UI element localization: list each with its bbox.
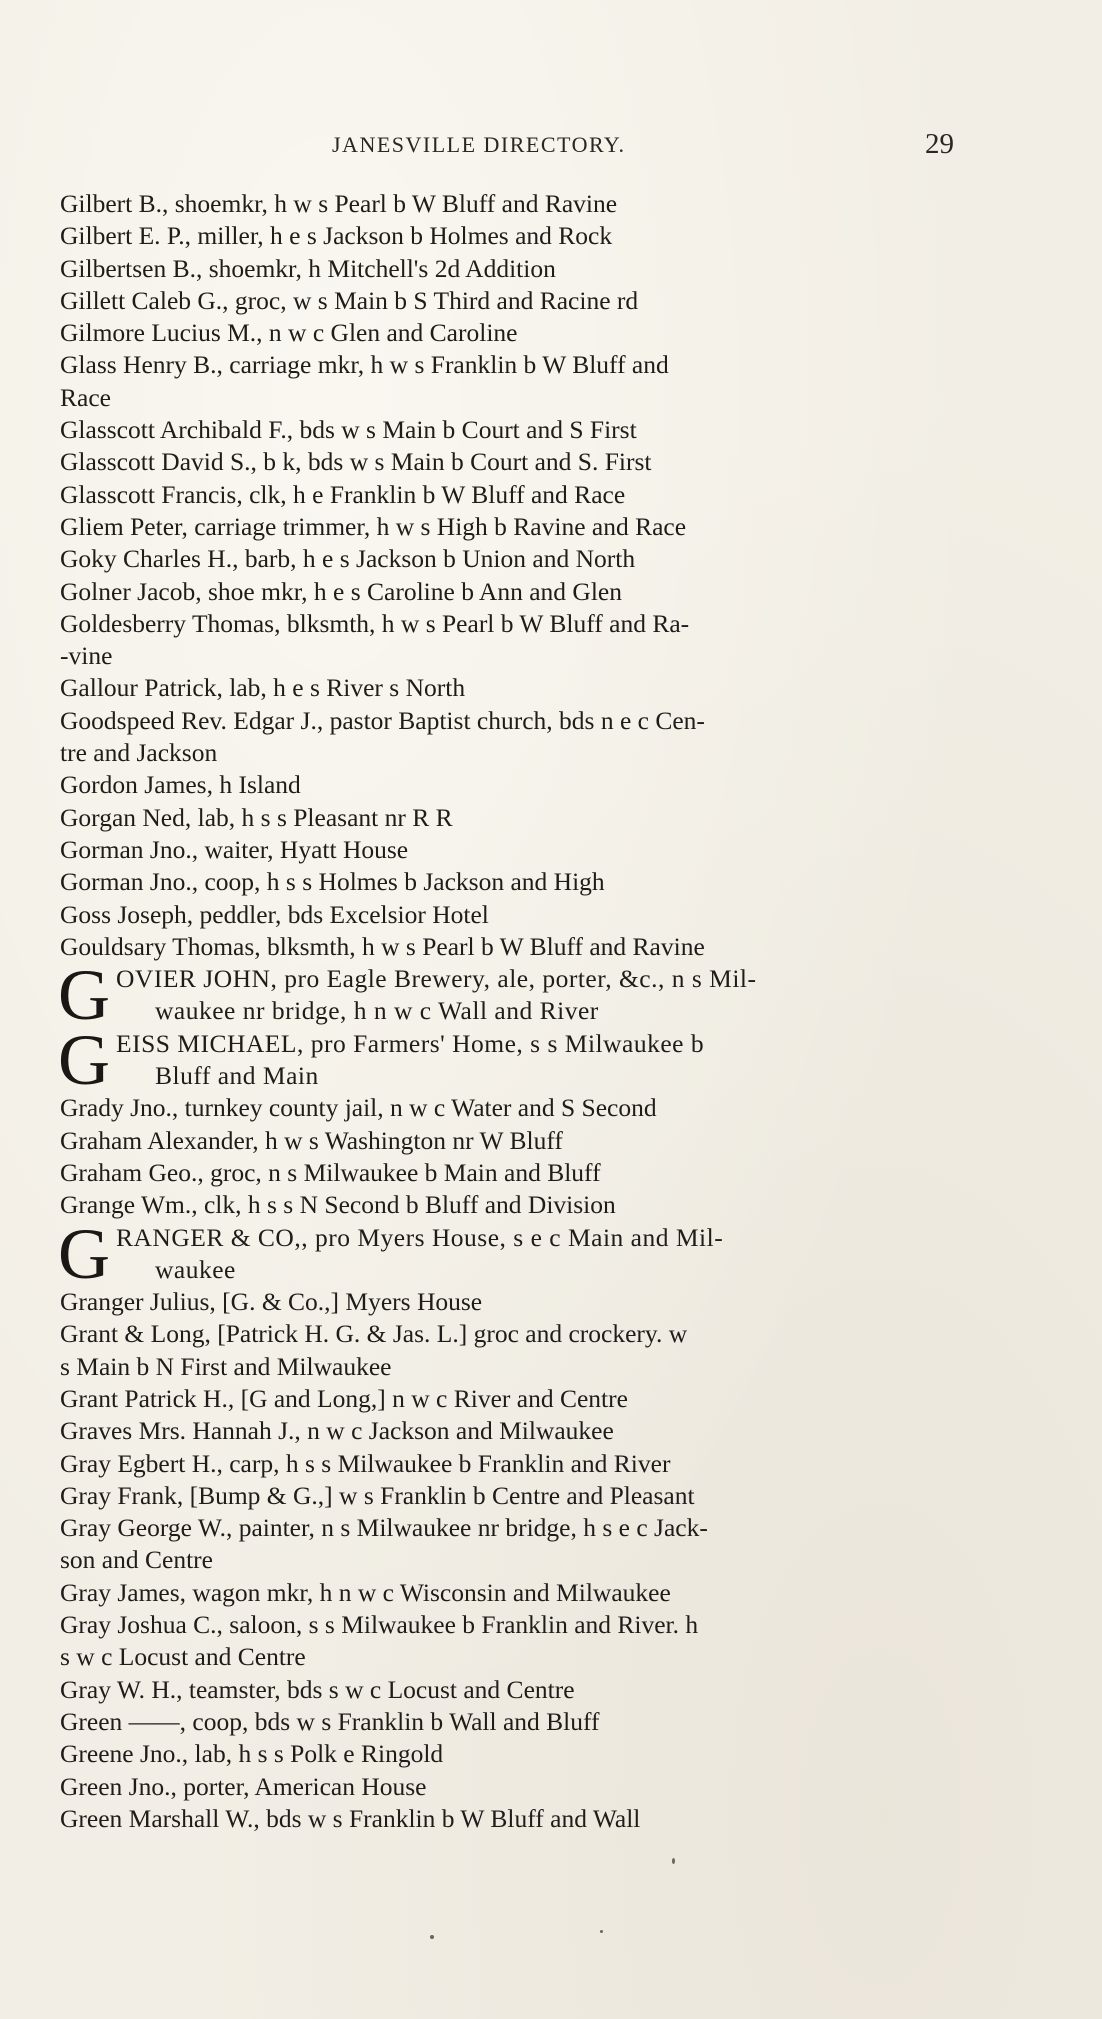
featured-line: RANGER & CO,, pro Myers House, s e c Main and Mil- [116, 1222, 724, 1252]
entry-continuation-line: s Main b N First and Milwaukee [60, 1351, 392, 1381]
directory-entry [60, 834, 970, 866]
directory-entry [60, 769, 970, 801]
entry-line: Gorgan Ned, lab, h s s Pleasant nr R R [60, 802, 453, 832]
directory-entry [60, 672, 970, 704]
directory-entry [60, 479, 970, 511]
entry-line: Gorman Jno., coop, h s s Holmes b Jackson and High [60, 867, 605, 897]
entry-line: Green Marshall W., bds w s Franklin b W Bluff and Wall [60, 1803, 641, 1833]
entry-line: Grant & Long, [Patrick H. G. & Jas. L.] groc and crockery. w [60, 1319, 688, 1349]
entry-line: Gorman Jno., waiter, Hyatt House [60, 834, 409, 864]
entry-line: Graham Geo., groc, n s Milwaukee b Main and Bluff [60, 1157, 601, 1187]
entry-line: Glasscott Francis, clk, h e Franklin b W Bluff and Race [60, 479, 626, 509]
drop-cap: G [58, 1213, 110, 1294]
entry-line: Graves Mrs. Hannah J., n w c Jackson and Milwaukee [60, 1416, 614, 1446]
directory-entry [60, 446, 970, 478]
directory-entry [60, 220, 970, 252]
directory-entry [60, 511, 970, 543]
directory-entry [60, 1738, 970, 1770]
entry-line: Green Jno., porter, American House [60, 1771, 427, 1801]
directory-entry [60, 1577, 970, 1609]
entry-continuation-line: s w c Locust and Centre [60, 1642, 306, 1672]
featured-entry-govier [58, 955, 970, 1036]
entry-line: Gallour Patrick, lab, h e s River s North [60, 673, 466, 703]
entry-line: Gilbert B., shoemkr, h w s Pearl b W Bluff and Ravine [60, 189, 618, 218]
directory-entry [60, 608, 970, 673]
entry-line: Gray Joshua C., saloon, s s Milwaukee b Franklin and River. h [60, 1610, 699, 1640]
entry-line: Goss Joseph, peddler, bds Excelsior Hotel [60, 899, 489, 929]
entry-line: Goodspeed Rev. Edgar J., pastor Baptist church, bds n e c Cen- [60, 705, 705, 735]
featured-line: waukee nr bridge, h n w c Wall and River [155, 996, 599, 1026]
featured-line: OVIER JOHN, pro Eagle Brewery, ale, porter, &c., n s Mil- [116, 964, 757, 994]
directory-entry [60, 253, 970, 285]
ink-speck [672, 1858, 675, 1864]
directory-entry [60, 705, 970, 770]
entry-line: Grady Jno., turnkey county jail, n w c Water and S Second [60, 1093, 657, 1123]
directory-entry [60, 576, 970, 608]
entry-line: Grange Wm., clk, h s s N Second b Bluff and Division [60, 1190, 616, 1220]
directory-entry [60, 1480, 970, 1512]
entry-line: Green ——, coop, bds w s Franklin b Wall and Bluff [60, 1706, 600, 1736]
entry-line: Gouldsary Thomas, blksmth, h w s Pearl b W Bluff and Ravine [60, 931, 705, 961]
entry-line: Gilbertsen B., shoemkr, h Mitchell's 2d Addition [60, 253, 556, 283]
entry-line: Gray George W., painter, n s Milwaukee nr bridge, h s e c Jack- [60, 1513, 708, 1543]
entry-line: Grant Patrick H., [G and Long,] n w c River and Centre [60, 1383, 628, 1413]
entry-line: Goldesberry Thomas, blksmth, h w s Pearl b W Bluff and Ra- [60, 608, 690, 638]
directory-entry [60, 349, 970, 414]
directory-entry [60, 1415, 970, 1447]
entry-line: Greene Jno., lab, h s s Polk e Ringold [60, 1739, 444, 1769]
entry-line: Graham Alexander, h w s Washington nr W Bluff [60, 1125, 563, 1155]
entry-line: Gillett Caleb G., groc, w s Main b S Third and Racine rd [60, 285, 639, 315]
entry-line: Gilbert E. P., miller, h e s Jackson b Holmes and Rock [60, 221, 613, 251]
directory-entry [60, 1609, 970, 1674]
directory-entry [60, 1771, 970, 1803]
directory-entry [60, 866, 970, 898]
entry-line: Gray Frank, [Bump & G.,] w s Franklin b Centre and Pleasant [60, 1480, 695, 1510]
directory-entry [60, 899, 970, 931]
directory-entry [60, 1286, 970, 1318]
entry-group-3 [60, 1286, 970, 1835]
directory-entry [60, 1092, 970, 1124]
directory-entry [60, 1157, 970, 1189]
directory-entry [60, 543, 970, 575]
directory-entry [60, 931, 970, 963]
directory-entry [60, 414, 970, 446]
entry-line: Glasscott David S., b k, bds w s Main b Court and S. First [60, 447, 652, 477]
running-title: JANESVILLE DIRECTORY. [332, 132, 626, 157]
directory-entry [60, 1125, 970, 1157]
featured-line: EISS MICHAEL, pro Farmers' Home, s s Milwaukee b [116, 1028, 705, 1058]
entry-line: Gilmore Lucius M., n w c Glen and Caroline [60, 318, 518, 348]
entry-line: Gray James, wagon mkr, h n w c Wisconsin and Milwaukee [60, 1577, 671, 1607]
entry-continuation-line: Race [60, 382, 111, 412]
entry-line: Gliem Peter, carriage trimmer, h w s High b Ravine and Race [60, 511, 687, 541]
directory-entry [60, 1318, 970, 1383]
directory-entry [60, 317, 970, 349]
entry-continuation-line: tre and Jackson [60, 738, 218, 768]
directory-entry [60, 1189, 970, 1221]
directory-entry [60, 1383, 970, 1415]
entry-group-1 [60, 188, 970, 963]
directory-entry [60, 188, 970, 220]
entry-continuation-line: son and Centre [60, 1545, 213, 1575]
ink-speck [430, 1935, 434, 1939]
entry-line: Goky Charles H., barb, h e s Jackson b Union and North [60, 544, 636, 574]
drop-cap: G [58, 1019, 110, 1100]
directory-entry [60, 1512, 970, 1577]
directory-entry [60, 802, 970, 834]
directory-entry [60, 1674, 970, 1706]
directory-entry [60, 1803, 970, 1835]
directory-entry [60, 1448, 970, 1480]
ink-speck [600, 1930, 603, 1933]
entry-line: Golner Jacob, shoe mkr, h e s Caroline b Ann and Glen [60, 576, 622, 606]
featured-entry-granger [58, 1213, 970, 1294]
page-number: 29 [925, 128, 954, 160]
entry-line: Gray W. H., teamster, bds s w c Locust and Centre [60, 1674, 575, 1704]
entry-continuation-line: -vine [60, 641, 113, 671]
drop-cap: G [58, 955, 110, 1036]
directory-entry [60, 285, 970, 317]
featured-entry-geiss [58, 1019, 970, 1100]
directory-entry [60, 1706, 970, 1738]
entry-line: Glasscott Archibald F., bds w s Main b Court and S First [60, 415, 637, 445]
entry-group-2 [60, 1092, 970, 1221]
entry-line: Granger Julius, [G. & Co.,] Myers House [60, 1287, 483, 1317]
entry-line: Gray Egbert H., carp, h s s Milwaukee b Franklin and River [60, 1448, 671, 1478]
entry-line: Gordon James, h Island [60, 770, 301, 800]
page-header [0, 128, 1102, 168]
featured-line: waukee [155, 1254, 236, 1284]
directory-entries [60, 188, 970, 1835]
featured-line: Bluff and Main [155, 1061, 319, 1091]
entry-line: Glass Henry B., carriage mkr, h w s Franklin b W Bluff and [60, 350, 669, 380]
